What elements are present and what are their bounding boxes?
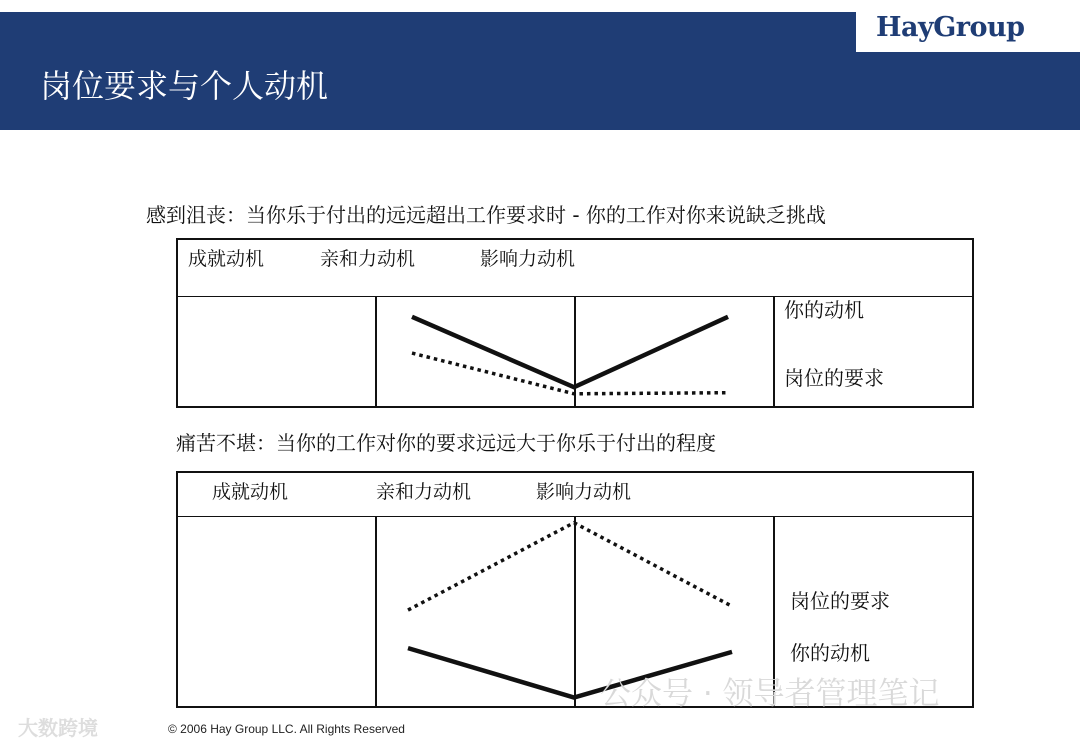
haygroup-logo: HayGroup (876, 12, 1025, 43)
panel-2-caption: 痛苦不堪：当你的工作对你的要求远远大于你乐于付出的程度 (176, 431, 716, 455)
panel-1-header (178, 240, 972, 297)
panel-1 (176, 238, 974, 408)
watermark-bottom-left: 大数跨境 (18, 716, 98, 740)
panel-2-header (178, 473, 972, 517)
panel-1-col-influence: 影响力动机 (480, 248, 576, 270)
panel-1-col-affiliation: 亲和力动机 (320, 248, 416, 270)
copyright-footer: © 2006 Hay Group LLC. All Rights Reserved (168, 722, 405, 736)
panel-2-legend-requirement: 岗位的要求 (790, 589, 890, 613)
watermark-bottom-right: 公众号 · 领导者管理笔记 (600, 676, 940, 712)
panel-2-legend-motivation: 你的动机 (790, 641, 870, 665)
panel-2-col-achievement: 成就动机 (212, 481, 289, 503)
panel-1-caption: 感到沮丧：当你乐于付出的远远超出工作要求时 - 你的工作对你来说缺乏挑战 (146, 203, 826, 227)
panel-2-col-influence: 影响力动机 (536, 481, 632, 503)
panel-2-col-affiliation: 亲和力动机 (376, 481, 472, 503)
panel-2-requirement-line (408, 523, 732, 610)
page-title: 岗位要求与个人动机 (40, 67, 329, 105)
panel-1-legend-motivation: 你的动机 (784, 298, 864, 322)
panel-1-col-achievement: 成就动机 (188, 248, 265, 270)
panel-1-motivation-line (412, 317, 728, 387)
panel-1-legend-requirement: 岗位的要求 (784, 366, 884, 390)
